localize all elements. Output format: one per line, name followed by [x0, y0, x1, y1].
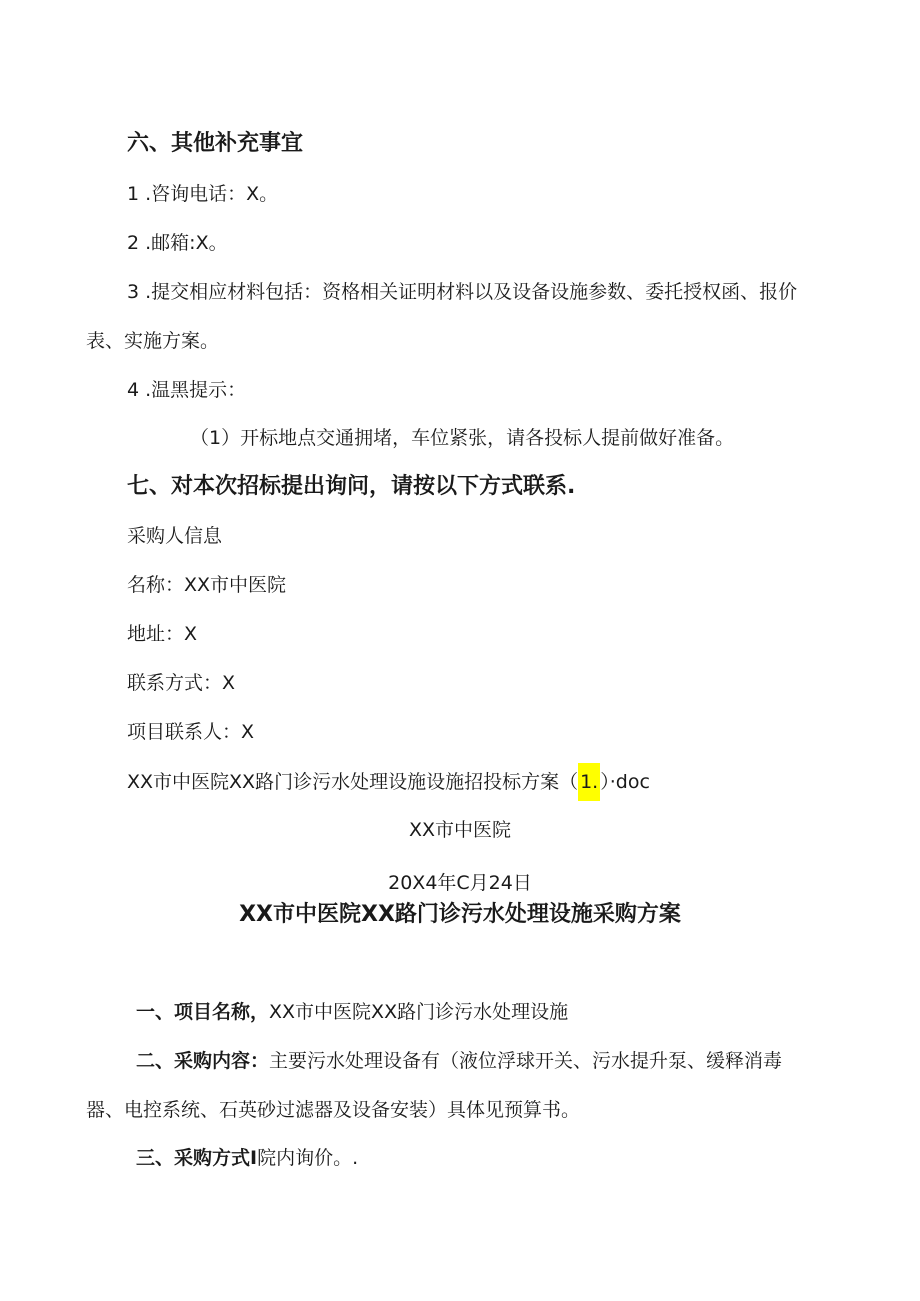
plan-item-1-text: XX市中医院XX路门诊污水处理设施 — [269, 1001, 569, 1023]
plan-title: XX市中医院XX路门诊污水处理设施采购方案 — [239, 902, 681, 927]
item-materials-cont: 表、实施方案。 — [86, 330, 220, 352]
purchaser-name: 名称：XX市中医院 — [127, 574, 287, 596]
plan-item-3-text: 院内询价。. — [257, 1147, 359, 1169]
purchaser-address: 地址：X — [127, 623, 198, 645]
project-contact: 项目联系人：X — [127, 721, 255, 743]
section-6-heading: 六、其他补充事宜 — [127, 131, 304, 156]
purchaser-contact: 联系方式：X — [127, 672, 236, 694]
plan-item-1-label: 一、项目名称， — [136, 1001, 270, 1023]
file-name-line — [127, 770, 650, 794]
signature-date: 20X4年C月24日 — [388, 872, 532, 894]
plan-item-3-label: 三、采购方式I — [136, 1147, 258, 1169]
highlighted-text: 1. — [578, 763, 600, 801]
purchaser-label: 采购人信息 — [127, 525, 223, 547]
plan-item-2-text: 主要污水处理设备有（液位浮球开关、污水提升泵、缓释消毒 — [269, 1050, 783, 1072]
file-name-prefix: XX市中医院XX路门诊污水处理设施设施招投标方案（ — [127, 771, 579, 793]
plan-item-1 — [136, 1000, 568, 1024]
reminder-detail: （1）开标地点交通拥堵，车位紧张，请各投标人提前做好准备。 — [190, 427, 735, 449]
item-reminder: 4 .温黑提示： — [127, 379, 247, 401]
plan-item-3 — [136, 1146, 358, 1170]
plan-item-2-cont: 器、电控系统、石英砂过滤器及设备安装）具体见预算书。 — [86, 1099, 581, 1121]
signature-org: XX市中医院 — [408, 819, 512, 841]
item-email: 2 .邮箱:X。 — [127, 232, 228, 254]
item-materials: 3 .提交相应材料包括：资格相关证明材料以及设备设施参数、委托授权函、报价 — [127, 281, 798, 303]
item-phone: 1 .咨询电话：X。 — [127, 183, 279, 205]
plan-item-2-label: 二、采购内容： — [136, 1050, 270, 1072]
section-7-heading: 七、对本次招标提出询问，请按以下方式联系. — [127, 474, 576, 499]
plan-item-2 — [136, 1049, 782, 1073]
file-name-suffix: ）·doc — [600, 771, 650, 793]
